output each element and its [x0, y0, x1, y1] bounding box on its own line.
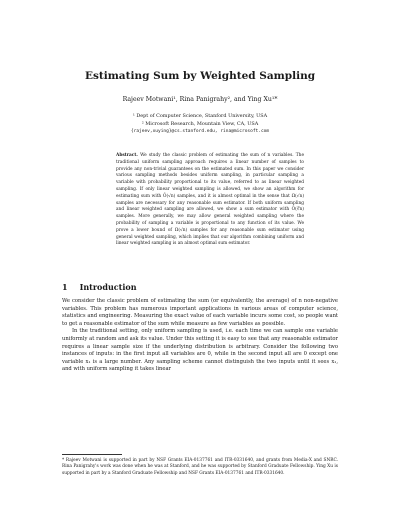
paragraph-1: We consider the classic problem of estimating the sum (or equivalently, the average) of n non-negative variables. This problem has numerous important applications in various areas of computer science, statistics and engineering. Measuring the exact value of each variable incurs some cost, so people want to get a reasonable estimator of the sum while measure as few variables as possible. — [62, 298, 338, 327]
abstract-label: Abstract. — [116, 153, 138, 158]
section-heading — [62, 282, 137, 292]
affiliations — [0, 113, 400, 136]
section-title: Introduction — [79, 282, 137, 292]
paper-title: Estimating Sum by Weighted Sampling — [84, 70, 316, 82]
section-number: 1 — [62, 282, 68, 292]
affiliation-1: ¹ Dept of Computer Science, Stanford University, USA — [132, 113, 268, 119]
footnote-rule — [62, 454, 122, 455]
abstract — [116, 153, 304, 248]
author-emails: {rajeev,xuying}@cs.stanford.edu, rina@microsoft.com — [130, 129, 270, 134]
paragraph-2: In the traditional setting, only uniform sampling is used, i.e. each time we can sample one variable uniformly at random and ask its value. Under this setting it is easy to see that any reasonable estimator requires a linear sample size if the underlying distribution is arbitrary. Consider the following two instances of inputs: in the first input all variables are 0, while in the second input all are 0 except one variable x₁ is a large number. Any sampling scheme cannot distinguish the two inputs until it sees x₁, and with uniform sampling it takes linear — [62, 328, 338, 373]
footnote: * Rajeev Motwani is supported in part by NSF Grants EIA-0137761 and ITR-0331640, and grants from Media-X and SNRC. Rina Panigrahy's work was done when he was at Stanford, and he was supported by Stanford Graduate Fellowship. Ying Xu is supported in part by a Stanford Graduate Fellowship and NSF Grants EIA-0137761 and ITR-0331640. — [62, 458, 338, 476]
affiliation-2: ² Microsoft Research, Mountain View, CA, USA — [141, 120, 259, 127]
body-text — [62, 298, 338, 374]
paper-authors: Rajeev Motwani¹, Rina Panigrahy², and Ying Xu¹* — [122, 96, 278, 103]
abstract-text: We study the classic problem of estimating the sum of n variables. The traditional uniform sampling approach requires a linear number of samples to provide any non-trivial guarantees on the estimated sum. In this paper we consider various sampling methods besides uniform sampling, in particular sampling a variable with probability proportional to its value, referred to as linear weighted sampling. If only linear weighted sampling is allowed, we show an algorithm for estimating sum with Õ(√n) samples, and it is almost optimal in the sense that Ω(√n) samples are necessary for any reasonable sum estimator. If both uniform sampling and linear weighted sampling are allowed, we show a sum estimator with Õ(∛n) samples. More generally, we may allow general weighted sampling where the probability of sampling a variable is proportional to any function of its value. We prove a lower bound of Ω(√n) samples for any reasonable sum estimator using general weighted sampling, which implies that our algorithm combining uniform and linear weighted sampling is an almost optimal sum estimator. — [116, 153, 304, 247]
